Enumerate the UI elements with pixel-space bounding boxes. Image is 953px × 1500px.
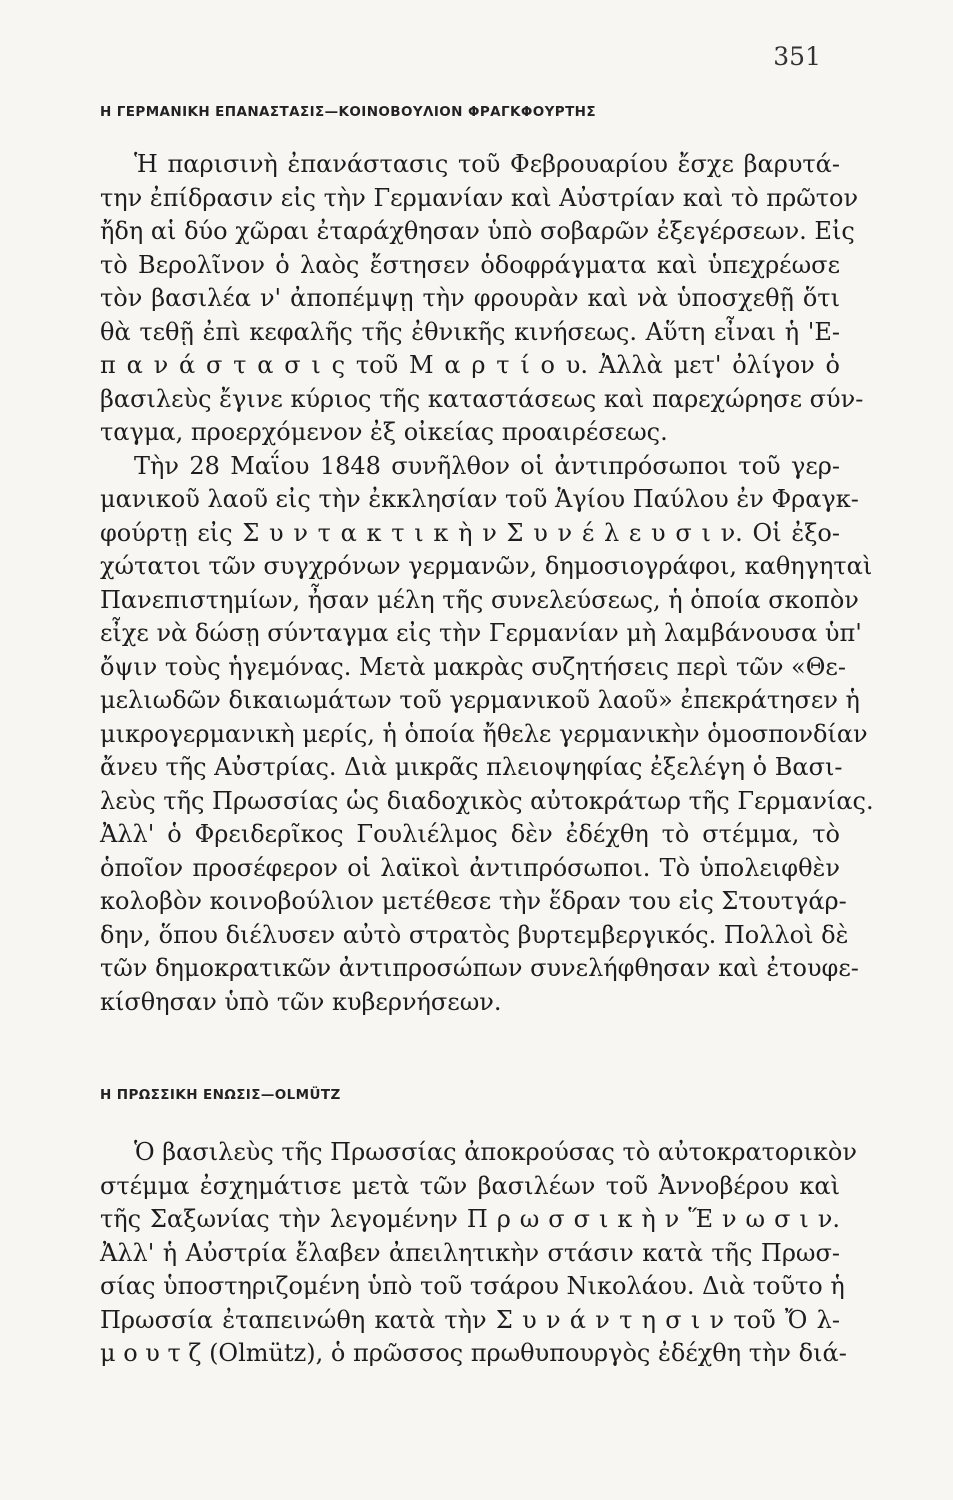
section-german-revolution <box>100 104 874 1019</box>
text-line: τῶν δημοκρατικῶν ἀντιπροσώπων συνελήφθησαν καὶ ἐτουφε- <box>100 954 859 982</box>
text-line: την ἐπίδρασιν εἰς τὴν Γερμανίαν καὶ Αὐστρίαν καὶ τὸ πρῶτον <box>100 183 859 212</box>
text-line: εἶχε νὰ δώσῃ σύνταγμα εἰς τὴν Γερμανίαν μὴ λαμβάνουσα ὑπ' <box>100 619 862 647</box>
text-line: μελιωδῶν δικαιωμάτων τοῦ γερμανικοῦ λαοῦ» ἐπεκράτησεν ἡ <box>100 686 860 714</box>
text-line: σίας ὑποστηριζομένη ὑπὸ τοῦ τσάρου Νικολάου. Διὰ τοῦτο ἡ <box>100 1272 845 1300</box>
text-line: μικρογερμανικὴ μερίς, ἡ ὁποία ἤθελε γερμανικὴν ὁμοσπονδίαν <box>100 719 868 748</box>
page-number: 351 <box>773 42 821 71</box>
text-line: ὄψιν τοὺς ἡγεμόνας. Μετὰ μακρὰς συζητήσεις περὶ τῶν «Θε- <box>100 652 846 681</box>
paragraph <box>100 1136 857 1371</box>
text-line: δην, ὅπου διέλυσεν αὐτὸ στρατὸς βυρτεμβεργικός. Πολλοὶ δὲ <box>100 920 849 949</box>
paragraph <box>100 148 864 450</box>
text-line: Τὴν 28 Μαΐου 1848 συνῆλθον οἱ ἀντιπρόσωποι τοῦ γερ- <box>134 451 840 480</box>
section-prussian-union <box>100 1087 857 1371</box>
text-line: Ἀλλ' ἡ Αὐστρία ἔλαβεν ἀπειλητικὴν στάσιν κατὰ τῆς Πρωσ- <box>100 1238 840 1267</box>
text-line: Ἀλλ' ὁ Φρειδερῖκος Γουλιέλμος δὲν ἐδέχθη τὸ στέμμα, τὸ <box>100 820 840 848</box>
text-line: λεὺς τῆς Πρωσσίας ὡς διαδοχικὸς αὐτοκράτωρ τῆς Γερμανίας. <box>100 786 874 815</box>
text-line: θὰ τεθῇ ἐπὶ κεφαλῆς τῆς ἐθνικῆς κινήσεως. Αὕτη εἶναι ἡ 'Ε- <box>100 317 840 346</box>
text-line: κίσθησαν ὑπὸ τῶν κυβερνήσεων. <box>100 987 502 1016</box>
text-line: π α ν ά σ τ α σ ι ς τοῦ Μ α ρ τ ί ο υ. Ἀλλὰ μετ' ὀλίγον ὁ <box>100 351 840 379</box>
section-heading: Η ΓΕΡΜΑΝΙΚΗ ΕΠΑΝΑΣΤΑΣΙΣ—ΚΟΙΝΟΒΟΥΛΙΟΝ ΦΡΑΓΚΦΟΥΡΤΗΣ <box>100 104 596 120</box>
paragraph <box>100 450 874 1020</box>
text-line: τὸν βασιλέα ν' ἀποπέμψῃ τὴν φρουρὰν καὶ νὰ ὑποσχεθῇ ὅτι <box>100 284 840 312</box>
section-heading: Η ΠΡΩΣΣΙΚΗ ΕΝΩΣΙΣ—OLMÜTZ <box>100 1087 341 1103</box>
text-line: βασιλεὺς ἔγινε κύριος τῆς καταστάσεως καὶ παρεχώρησε σύν- <box>100 384 864 413</box>
text-line: Πανεπιστημίων, ἦσαν μέλη τῆς συνελεύσεως, ἡ ὁποία σκοπὸν <box>100 585 859 614</box>
text-line: ὁποῖον προσέφερον οἱ λαϊκοὶ ἀντιπρόσωποι. Τὸ ὑπολειφθὲν <box>100 853 840 882</box>
text-line: μ ο υ τ ζ (Olmütz), ὁ πρῶσσος πρωθυπουργὸς ἐδέχθη τὴν διά- <box>100 1339 847 1367</box>
text-line: ταγμα, προερχόμενον ἐξ οἰκείας προαιρέσεως. <box>100 418 668 446</box>
text-line: στέμμα ἐσχημάτισε μετὰ τῶν βασιλέων τοῦ Ἀννοβέρου καὶ <box>100 1171 840 1200</box>
text-line: τὸ Βερολῖνον ὁ λαὸς ἔστησεν ὁδοφράγματα καὶ ὑπεχρέωσε <box>100 250 840 279</box>
text-line: μανικοῦ λαοῦ εἰς τὴν ἐκκλησίαν τοῦ Ἁγίου Παύλου ἐν Φραγκ- <box>100 485 859 513</box>
text-line: ἤδη αἱ δύο χῶραι ἐταράχθησαν ὑπὸ σοβαρῶν ἐξεγέρσεων. Εἰς <box>100 217 855 245</box>
text-line: φούρτῃ εἰς Σ υ ν τ α κ τ ι κ ὴ ν Σ υ ν έ λ ε υ σ ι ν. Οἱ ἐξο- <box>100 518 840 547</box>
text-line: ἄνευ τῆς Αὐστρίας. Διὰ μικρᾶς πλειοψηφίας ἐξελέγη ὁ Βασι- <box>100 753 843 781</box>
text-line: κολοβὸν κοινοβούλιον μετέθεσε τὴν ἕδραν του εἰς Στουτγάρ- <box>100 887 847 915</box>
text-line: Ἡ παρισινὴ ἐπανάστασις τοῦ Φεβρουαρίου ἔσχε βαρυτά- <box>134 150 840 178</box>
text-line: Ὁ βασιλεὺς τῆς Πρωσσίας ἀποκρούσας τὸ αὐτοκρατορικὸν <box>134 1138 857 1166</box>
text-line: τῆς Σαξωνίας τὴν λεγομένην Π ρ ω σ σ ι κ ὴ ν Ἕ ν ω σ ι ν. <box>100 1205 840 1233</box>
text-line: χώτατοι τῶν συγχρόνων γερμανῶν, δημοσιογράφοι, καθηγηταὶ <box>100 552 873 580</box>
text-line: Πρωσσία ἐταπεινώθη κατὰ τὴν Σ υ ν ά ν τ η σ ι ν τοῦ Ὄ λ- <box>100 1305 840 1334</box>
